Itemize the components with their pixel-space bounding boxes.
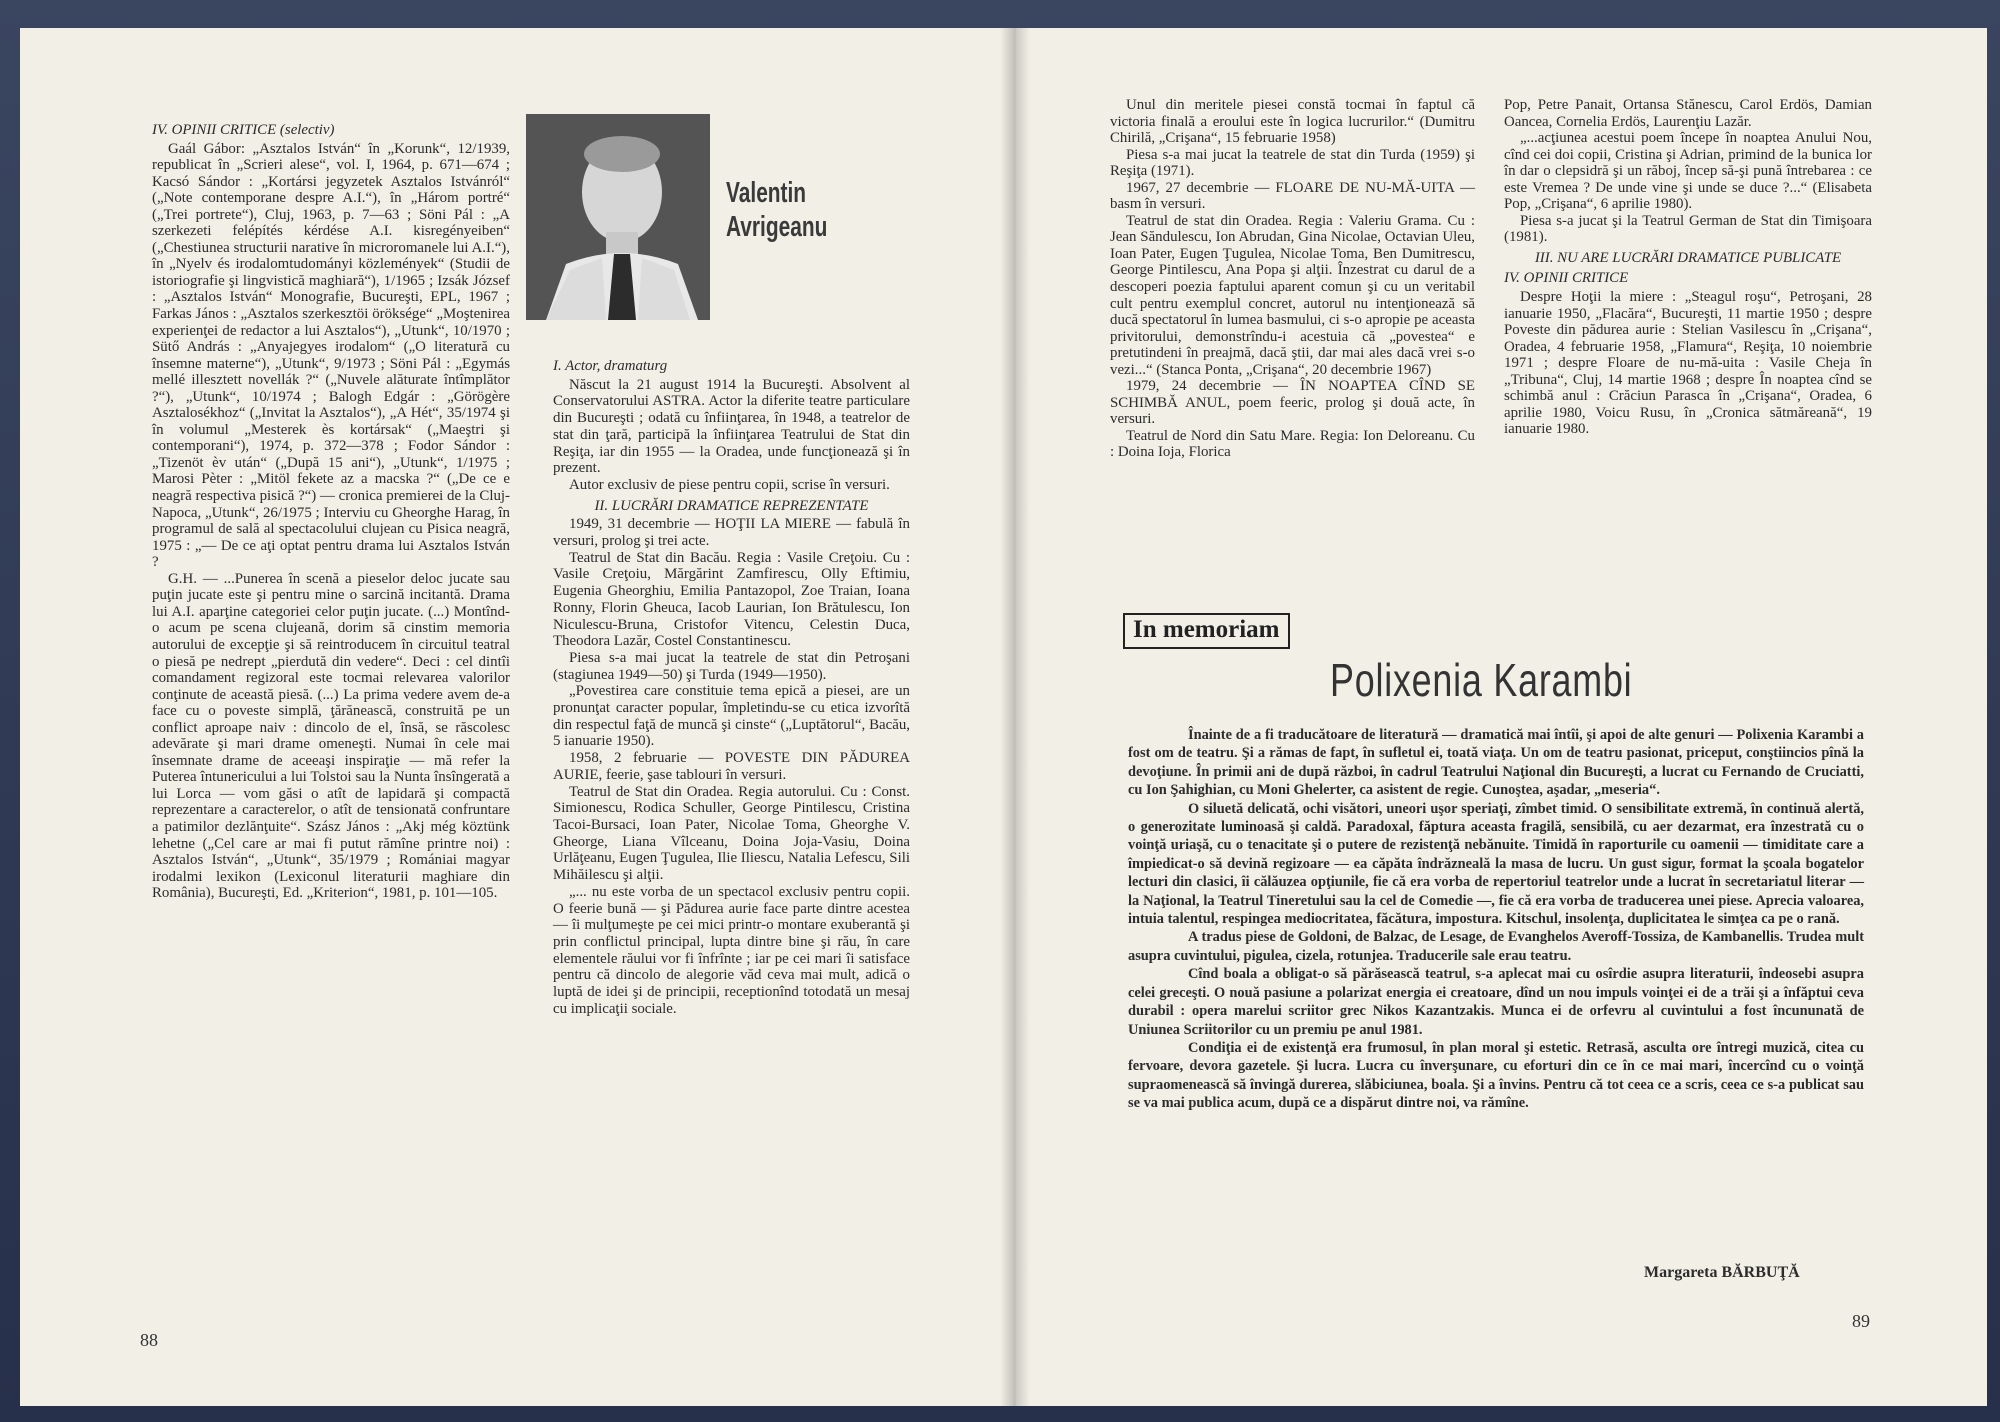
paragraph: Piesa s-a jucat şi la Teatrul German de Stat din Timişoara (1981). (1504, 212, 1872, 246)
paragraph: Născut la 21 august 1914 la Bucureşti. Absolvent al Conservatorului ASTRA. Actor la diferite teatre particulare din Bucureşti ; odată cu înfiinţarea, în 1948, a teatrelor de stat din ţară, participă la înfiinţarea Teatrului de Stat din Reşiţa, iar din 1955 — la Oradea, unde funcţionează şi în prezent. (553, 376, 910, 477)
section-heading: II. LUCRĂRI DRAMATICE REPREZENTATE (594, 497, 869, 514)
author-name (726, 176, 827, 244)
paragraph: Teatrul de Stat din Oradea. Regia autorului. Cu : Const. Simionescu, Rodica Schuller, George Pintilescu, Cristina Tacoi-Bursaci, Ioan Pater, Nicolae Toma, Gheorghe V. Gheorge, Liana Vîlceanu, Doina Joja-Vasiu, Doina Urlăţeanu, Eugen Ţugulea, Ilie Iliescu, Natalia Lefescu, Sili Mihăilescu şi alţii. (553, 783, 910, 884)
paragraph: Unul din meritele piesei constă tocmai în faptul că victoria finală a eroului este în logica lucrurilor.“ (Dumitru Chirilă, „Crişana“, 15 februarie 1958) (1110, 97, 1475, 147)
book-gutter (1000, 28, 1030, 1406)
paragraph: 1949, 31 decembrie — HOŢII LA MIERE — fabulă în versuri, prolog şi trei acte. (553, 516, 910, 550)
paragraph: 1967, 27 decembrie — FLOARE DE NU-MĂ-UITA — basm în versuri. (1110, 179, 1475, 213)
paragraph: Despre Hoţii la miere : „Steagul roşu“, Petroşani, 28 ianuarie 1950, „Flacăra“, Bucureşti, 11 martie 1950 ; despre Poveste din pădurea aurie : Stelian Vasilescu în „Crişana“, Oradea, 4 februarie 1958, „Flamura“, Reşiţa, 10 noiembrie 1971 ; despre Floare de nu-mă-uita : Vasile Cheja în „Tribuna“, Cluj, 14 martie 1968 ; despre În noaptea cînd se schimbă anul : Crăciun Parasca în „Crişana“, Oradea, 6 aprilie 1980, Voicu Rusu, în „Cronica sătmăreană“, 19 ianuarie 1980. (1504, 289, 1872, 438)
memoriam-text (1128, 726, 1864, 1113)
memoriam-paragraph: O siluetă delicată, ochi visători, uneori uşor speriaţi, zîmbet timid. O sensibilitate extremă, în continuă alertă, o generozitate luminoasă şi caldă. Paradoxal, făptura aceasta fragilă, sensibilă, cu aer dezarmat, era înzestrată cu o voinţă uriaşă, cu o tenacitate şi o putere de rezistenţă nebănuite. Timidă în raporturile cu oamenii — timiditate care a împiedicat-o să devină regizoare — ea căpăta îndrăzneală la masa de lucru. Un gust sigur, format la şcoala bogatelor lecturi din clasici, îi călăuzea opţiunile, fie că era vorba de repertoriul teatrelor unde a lucrat în secretariatul literar — la Naţional, la Teatrul Tineretului sau la cel de Comedie —, fie că era vorba de traducerea unei piese. Aprecia valoarea, intuia talentul, respingea mediocritatea, făcătura, impostura. Kitschul, insolenţa, duplicitatea le simţea ca pe o rană. (1128, 800, 1864, 928)
left-column-1 (152, 118, 510, 902)
paragraph: 1979, 24 decembrie — ÎN NOAPTEA CÎND SE SCHIMBĂ ANUL, poem feeric, prolog şi două acte, în versuri. (1110, 378, 1475, 428)
page-number-right: 89 (1852, 1311, 1870, 1331)
paragraph: Teatrul de Nord din Satu Mare. Regia: Ion Deloreanu. Cu : Doina Ioja, Florica (1110, 427, 1475, 461)
left-column-2 (553, 354, 910, 1017)
memoriam-paragraph: Cînd boala a obligat-o să părăsească teatrul, s-a aplecat mai cu osîrdie asupra literaturii, îndeosebi asupra celei greceşti. O nouă pasiune a polarizat energia ei creatoare, dînd un nou impuls voinţei ei de a trăi şi a înfăptui ceva durabil : opera marelui scriitor grec Nikos Kazantzakis. Munca ei de orfevru al cuvintului a fost încununată de Uniunea Scriitorilor cu un premiu pe anul 1981. (1128, 966, 1864, 1038)
paragraph: Teatrul de Stat din Bacău. Regia : Vasile Creţoiu. Cu : Vasile Creţoiu, Mărgărint Zamfirescu, Olly Eftimiu, Eugenia Gheorghiu, Emilia Pantazopol, Zoe Traian, Ioana Ronny, Florin Gheuca, Iacob Laurian, Ion Brătulescu, Ion Niculescu-Bruna, Cristofor Vitencu, Celestin Duca, Theodora Lazăr, Costel Constantinescu. (553, 549, 910, 650)
memoriam-paragraph: Condiţia ei de existenţă era frumosul, în plan moral şi estetic. Retrasă, asculta ore întregi muzică, citea cu fervoare, devora gazetele. Şi lucra. Lucra cu înverşunare, cu eforturi din ce în ce mai mari, încercînd cu o voinţă supraomenească să învingă durerea, slăbiciunea, boala. Şi a învins. Pentru că tot ceea ce a scris, ceea ce s-a publicat sau se va mai publica acum, după ce a dispărut dintre noi, va rămîne. (1128, 1039, 1864, 1112)
section-heading: III. NU ARE LUCRĂRI DRAMATICE PUBLICATE (1534, 249, 1842, 266)
paragraph: Piesa s-a mai jucat la teatrele de stat din Turda (1959) şi Reşiţa (1971). (1110, 146, 1475, 180)
right-column-2 (1504, 97, 1872, 438)
portrait-photo (526, 114, 710, 320)
paragraph: Teatrul de stat din Oradea. Regia : Valeriu Grama. Cu : Jean Săndulescu, Ion Abrudan, Gina Nicolae, Octavian Uleu, Ioan Pater, Eugen Ţugulea, Nicolae Toma, Ben Dumitrescu, George Pintilescu, Ana Popa şi alţii. Înzestrat cu darul de a descoperi poezia faptului aparent comun şi cu un veritabil cult pentru exemplul concret, autorul nu intenţionează să ducă spectatorul în lumea basmului, ci s-o apropie pe aceasta privitorului, demonstrîndu-i acestuia că „povestea“ e pretutindeni în preajmă, dacă ştii, dar mai ales dacă vrei s-o vezi...“ (Stanca Ponta, „Crişana“, 20 decembrie 1967) (1110, 212, 1475, 378)
right-column-1 (1110, 97, 1475, 461)
paragraph: „... nu este vorba de un spectacol exclusiv pentru copii. O feerie bună — şi Pădurea aurie face parte dintre acestea — îi mulţumeşte pe cei mici printr-o montare exuberantă şi prin conflictul principal, lupta dintre bine şi rău, în care elementele răului vor fi înfrînte ; iar pe cei mari îi satisface pentru că dincolo de alegorie văd ceva mai mult, adică o luptă de idei şi de principii, receptionînd totodată un mesaj cu implicaţii sociale. (553, 883, 910, 1017)
paragraph: „Povestirea care constituie tema epică a piesei, are un pronunţat caracter popular, împletindu-se cu etica izvorîtă din respectul faţă de muncă şi cinste“ („Luptătorul“, Bacău, 5 ianuarie 1950). (553, 683, 910, 750)
memoriam-signature: Margareta BĂRBUŢĂ (1644, 1264, 1800, 1281)
section-heading: I. Actor, dramaturg (553, 358, 668, 374)
paragraph: 1958, 2 februarie — POVESTE DIN PĂDUREA AURIE, feerie, şase tablouri în versuri. (553, 750, 910, 783)
paragraph: Gaál Gábor: „Asztalos István“ în „Korunk“, 12/1939, republicat în „Scrieri alese“, vol. I, 1964, p. 671—674 ; Kacsó Sándor : „Kortársi jegyzetek Asztalos Istvánról“ („Note contemporane despre A.I.“), în „Három portré“ („Trei portrete“), Cluj, 1963, p. 7—63 ; Söni Pál : „A szerkezeti felépítés kérdése A.I. kisregényeiben“ („Chestiunea structurii narative în microromanele lui A.I.“), în „Nyelv és irodalomtudományi közlemények“ (Studii de istoriografie şi lingvistică maghiară“), 1/1965 ; Izsák József : „Asztalos István“ Monografie, Bucureşti, EPL, 1967 ; Farkas János : „Asztalos szerkesztöi öröksége“ „Moştenirea experienţei de redactor a lui Asztalos“), „Utunk“, 10/1970 ; Sütő András : „Anyajegyes irodalom“ („O literatură cu însemne materne“), „Utunk“, 9/1973 ; Söni Pál : „Egymás mellé illesztett novellák ?“ („Nuvele alăturate întîmplător ?“), „Utunk“, 10/1974 ; Balogh Edgár : „Görögère Asztalosékhoz“ („Invitat la Asztalos“), „A Hét“, 35/1974 şi în volumul „Mesterek ès kortársak“ („Maeştri şi contemporani“), 1974, p. 372—378 ; Fodor Sándor : „Tizenöt èv után“ („După 15 ani“), „Utunk“, 1/1975 ; Marosi Pèter : „Mitöl fekete az a macska ?“ („De ce e neagră respectiva pisică ?“) — cronica premierei de la Cluj-Napoca, „Utunk“, 26/1975 ; Interviu cu Gheorghe Harag, în programul de sală al spectacolului clujean cu Pisica neagră, 1975 : „— De ce aţi optat pentru drama lui Asztalos István ? (152, 140, 510, 571)
in-memoriam-label: In memoriam (1123, 613, 1290, 649)
author-portrait (526, 114, 710, 320)
memoriam-paragraph: A tradus piese de Goldoni, de Balzac, de Lesage, de Evanghelos Averoff-Tossiza, de Kambanellis. Trudea mult asupra cuvintului, pigulea, cizela, rotunjea. Traducerile sale erau teatru. (1128, 929, 1864, 964)
section-heading: IV. OPINII CRITICE (selectiv) (152, 122, 335, 138)
author-first-name: Valentin (726, 177, 807, 209)
paragraph: Pop, Petre Panait, Ortansa Stănescu, Carol Erdös, Damian Oancea, Cornelia Erdös, Laurenţiu Lazăr. (1504, 97, 1872, 130)
memoriam-paragraph: Înainte de a fi traducătoare de literatură — dramatică mai întîi, şi apoi de alte genuri — Polixenia Karambi a fost om de teatru. Şi a rămas de fapt, în sufletul ei, toată viaţa. Un om de teatru pasionat, priceput, conştiincios pînă la devoţiune. În primii ani de după război, în cadrul Teatrului Naţional din Bucureşti, a lucrat cu Fernando de Cruciatti, cu Ion Şahighian, cu Moni Ghelerter, ca asistent de regie. Cunoştea, aşadar, „meseria“. (1128, 727, 1864, 799)
page-number-left: 88 (140, 1330, 158, 1350)
memoriam-title: Polixenia Karambi (1330, 654, 1633, 706)
paragraph: Autor exclusiv de piese pentru copii, scrise în versuri. (569, 476, 890, 493)
section-heading: IV. OPINII CRITICE (1504, 270, 1629, 287)
paragraph: G.H. — ...Punerea în scenă a pieselor deloc jucate sau puţin jucate este şi pentru mine o sarcină incitantă. Drama lui A.I. aparţine categoriei celor puţin jucate. (...) Montînd-o acum pe scena clujeană, dorim să cinstim memoria autorului de excepţie şi să reintroducem în circuitul teatral o piesă pe nedrept „pierdută din vedere“. Deci : cel dintîi comandament regizoral este tocmai relevarea valorilor conţinute de această piesă. (...) La prima vedere avem de-a face cu o poveste simplă, ţărănească, construită pe un conflict aproape naiv : dincolo de el, însă, se răscolesc adevărate şi mari drame omeneşti. Numai în cele mai însemnate drame de aceeaşi inspiraţie — mă refer la Puterea întunericului a lui Tolstoi sau la Nunta însîngerată a lui Lorca — vom găsi o atît de lapidară şi compactă reprezentare a caracterelor, o atît de tensionată confruntare a patimilor dezlănţuite“. Szász János : „Akj még köztünk lehetne („Cel care ar mai fi putut rămîne printre noi) : Asztalos István“, „Utunk“, 35/1979 ; Romániai magyar irodalmi lexikon (Lexiconul literaturii maghiare din România), Bucureşti, Ed. „Kriterion“, 1981, p. 101—105. (152, 570, 510, 902)
author-last-name: Avrigeanu (726, 211, 828, 243)
paragraph: „...acţiunea acestui poem începe în noaptea Anului Nou, cînd cei doi copii, Cristina şi Adrian, primind de la bunica lor în dar o clepsidră şi un răboj, încep să-şi pună întrebarea : ce este Vremea ? De unde vine şi unde se duce ?...“ (Elisabeta Pop, „Crişana“, 6 aprilie 1980). (1504, 130, 1872, 213)
paragraph: Piesa s-a mai jucat la teatrele de stat din Petroşani (stagiunea 1949—50) şi Turda (1949—1950). (553, 649, 910, 683)
